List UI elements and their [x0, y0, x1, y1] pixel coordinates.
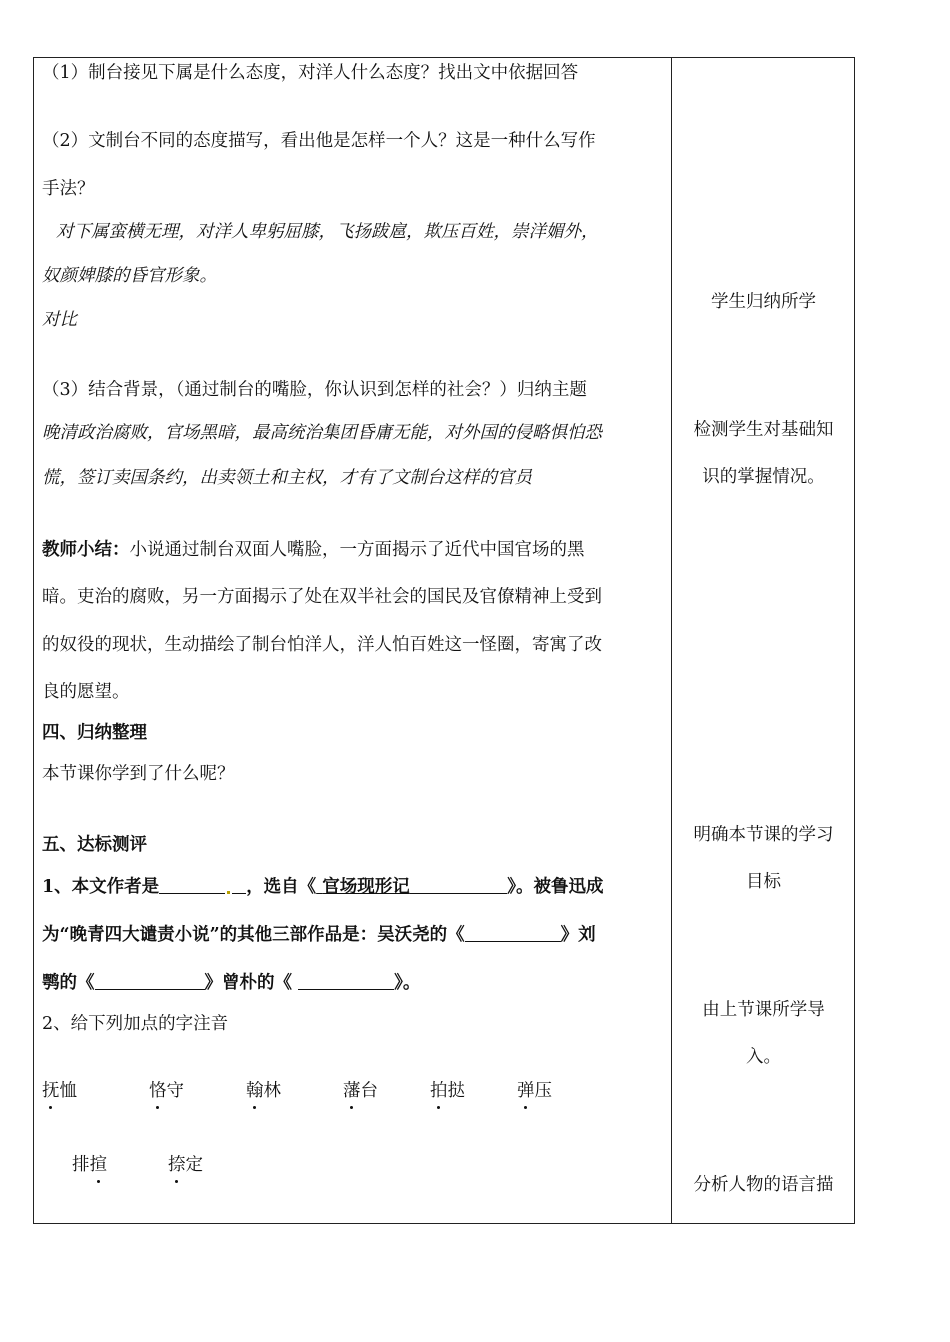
dotted-char: 弹	[517, 1081, 535, 1101]
test-1-text-c: 》。被鲁迅成	[507, 877, 604, 897]
note-intro-line-1: 由上节课所学导	[702, 1000, 825, 1020]
word-rest: 林	[263, 1081, 281, 1101]
test-1-line3-b: 》曾朴的《	[204, 973, 292, 993]
note-goal-line-1: 明确本节课的学习	[693, 825, 834, 845]
word-first: 排	[72, 1155, 90, 1175]
word-rest: 挞	[447, 1081, 465, 1101]
answer-2-line-2: 奴颜婢膝的昏官形象。	[42, 266, 217, 286]
note-summarize: 学生归纳所学	[711, 292, 816, 312]
word-rest: 台	[360, 1081, 378, 1101]
summary-label: 教师小结：	[42, 540, 130, 560]
test-1-line-1	[42, 876, 604, 898]
zeng-pu-book-blank[interactable]	[298, 973, 394, 990]
question-3: （3）结合背景，（通过制台的嘴脸，你认识到怎样的社会？）归纳主题	[42, 380, 587, 400]
test-2: 2、给下列加点的字注音	[42, 1014, 229, 1034]
book-title	[316, 877, 507, 897]
question-2-line-1: （2）文制台不同的态度描写，看出他是怎样一个人？这是一种什么写作	[42, 131, 596, 151]
test-1-line3-a: 鹗的《	[42, 973, 95, 993]
summary-line-3: 的奴役的现状，生动描绘了制台怕洋人，洋人怕百姓这一怪圈，寄寓了改	[42, 635, 602, 655]
test-1-text-a: 1、本文作者是	[42, 877, 160, 897]
wu-woyao-book-blank[interactable]	[465, 925, 561, 942]
word-3	[246, 1080, 281, 1102]
test-1-text-b: ，选自《	[246, 877, 317, 897]
answer-3-line-2: 慌，签订卖国条约，出卖领土和主权，才有了文制台这样的官员	[42, 468, 532, 488]
dotted-char: 拍	[430, 1081, 448, 1101]
summary-line-4: 良的愿望。	[42, 682, 130, 702]
book-title-text: 官场现形记	[322, 877, 410, 897]
test-1-line2-text: 为“晚青四大谴责小说”的其他三部作品是：吴沃尧的《	[42, 925, 465, 945]
author-blank-tail[interactable]	[232, 877, 246, 894]
dotted-char: 捺	[168, 1155, 186, 1175]
word-8	[168, 1154, 203, 1176]
question-1: （1）制台接见下属是什么态度，对洋人什么态度？找出文中依据回答	[42, 63, 579, 83]
note-goal-line-2: 目标	[746, 872, 781, 892]
liu-e-book-blank[interactable]	[95, 973, 205, 990]
word-1	[42, 1080, 77, 1102]
summary-text: 小说通过制台双面人嘴脸，一方面揭示了近代中国官场的黑	[129, 540, 585, 560]
dotted-char: 揎	[89, 1155, 107, 1175]
dotted-char: 抚	[42, 1081, 60, 1101]
note-intro-line-2: 入。	[746, 1047, 781, 1067]
note-check-line-2: 识的掌握情况。	[702, 467, 825, 487]
word-rest: 压	[534, 1081, 552, 1101]
section-4-question: 本节课你学到了什么呢？	[42, 764, 235, 784]
answer-2-line-3: 对比	[42, 310, 77, 330]
test-1-line-2	[42, 924, 596, 946]
test-1-line-3	[42, 972, 420, 994]
answer-3-line-1: 晚清政治腐败，官场黑暗，最高统治集团昏庸无能，对外国的侵略惧怕恐	[42, 423, 602, 443]
dotted-char: 翰	[246, 1081, 264, 1101]
author-blank[interactable]	[159, 877, 225, 894]
word-rest: 守	[166, 1081, 184, 1101]
word-rest: 定	[185, 1155, 203, 1175]
word-2	[149, 1080, 184, 1102]
word-5	[430, 1080, 465, 1102]
dotted-char: 恪	[149, 1081, 167, 1101]
summary-line-2: 暗。吏治的腐败，另一方面揭示了处在双半社会的国民及官僚精神上受到	[42, 587, 602, 607]
note-check-line-1: 检测学生对基础知	[693, 420, 834, 440]
answer-2-line-1: 对下属蛮横无理，对洋人卑躬屈膝，飞扬跋扈，欺压百姓，崇洋媚外，	[56, 222, 599, 242]
word-rest: 恤	[59, 1081, 77, 1101]
note-analyze: 分析人物的语言描	[693, 1175, 834, 1195]
section-5-title: 五、达标测评	[42, 835, 147, 855]
question-2-line-2: 手法？	[42, 179, 95, 199]
word-7	[72, 1154, 107, 1176]
mark-dot	[227, 891, 230, 894]
word-4	[343, 1080, 378, 1102]
dotted-char: 藩	[343, 1081, 361, 1101]
word-6	[517, 1080, 552, 1102]
section-4-title: 四、归纳整理	[42, 723, 147, 743]
summary-line-1	[42, 539, 585, 561]
test-1-line3-c: 》。	[394, 973, 421, 993]
test-1-line2-tail: 》刘	[560, 925, 596, 945]
